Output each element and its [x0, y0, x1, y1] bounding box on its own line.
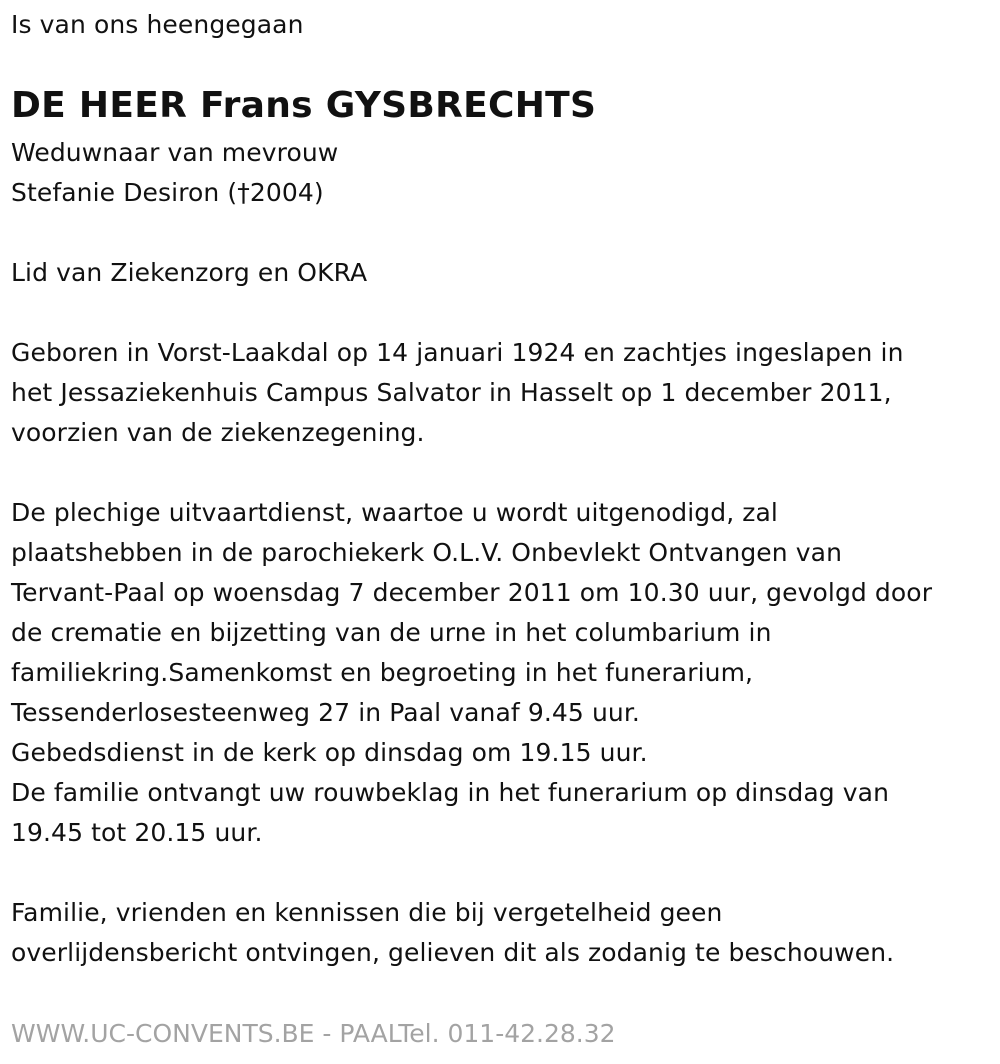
service-line: plaatshebben in de parochiekerk O.L.V. Onbevlekt Ontvangen van: [11, 538, 843, 567]
spouse-info: [11, 133, 338, 213]
intro-text: Is van ons heengegaan: [11, 10, 304, 39]
service-line: 19.45 tot 20.15 uur.: [11, 818, 263, 847]
footer-contact: WWW.UC-CONVENTS.BE - PAALTel. 011-42.28.32: [11, 1019, 616, 1048]
service-line: de crematie en bijzetting van de urne in het columbarium in: [11, 618, 772, 647]
birth-death-line: het Jessaziekenhuis Campus Salvator in Hasselt op 1 december 2011,: [11, 378, 892, 407]
membership-info: [11, 253, 367, 293]
birth-death-line: Geboren in Vorst-Laakdal op 14 januari 1924 en zachtjes ingeslapen in: [11, 338, 904, 367]
notice-line: Familie, vrienden en kennissen die bij vergetelheid geen: [11, 898, 723, 927]
service-line: De familie ontvangt uw rouwbeklag in het funerarium op dinsdag van: [11, 778, 890, 807]
service-info: [11, 493, 932, 853]
birth-death-info: [11, 333, 904, 453]
service-line: Gebedsdienst in de kerk op dinsdag om 19.15 uur.: [11, 738, 648, 767]
service-line: De plechige uitvaartdienst, waartoe u wordt uitgenodigd, zal: [11, 498, 778, 527]
birth-death-line: voorzien van de ziekenzegening.: [11, 418, 425, 447]
notice-line: overlijdensbericht ontvingen, gelieven dit als zodanig te beschouwen.: [11, 938, 895, 967]
membership-line: Lid van Ziekenzorg en OKRA: [11, 258, 368, 287]
deceased-name: DE HEER Frans GYSBRECHTS: [11, 85, 597, 126]
service-line: Tessenderlosesteenweg 27 in Paal vanaf 9.45 uur.: [11, 698, 640, 727]
notice-info: [11, 893, 894, 973]
spouse-line: Weduwnaar van mevrouw: [11, 138, 339, 167]
service-line: familiekring.Samenkomst en begroeting in het funerarium,: [11, 658, 754, 687]
service-line: Tervant-Paal op woensdag 7 december 2011 om 10.30 uur, gevolgd door: [11, 578, 933, 607]
spouse-line: Stefanie Desiron (†2004): [11, 178, 324, 207]
